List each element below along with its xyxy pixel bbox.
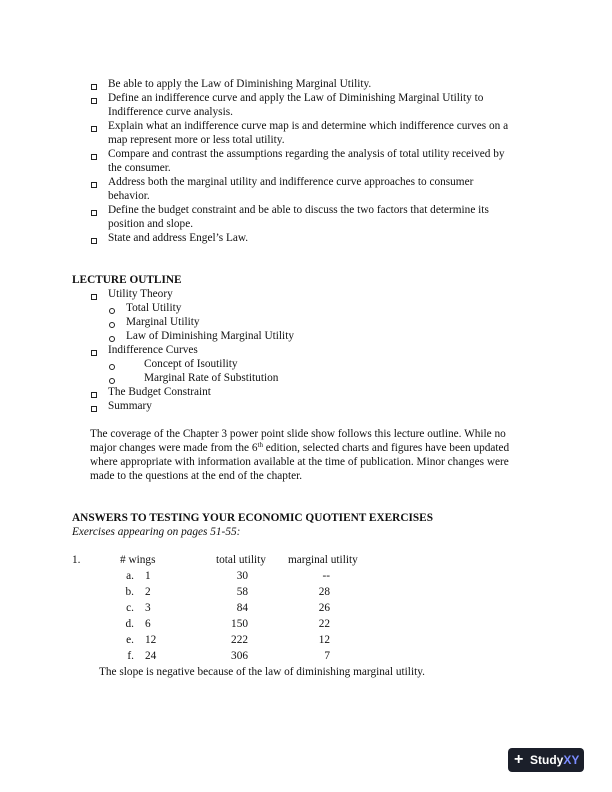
circle-bullet-icon	[109, 336, 115, 342]
objective-item-continued: behavior.	[108, 190, 150, 202]
cell-wings: 2	[145, 586, 151, 598]
row-label: a.	[126, 570, 134, 582]
square-bullet-icon	[91, 154, 97, 160]
cell-wings: 1	[145, 570, 151, 582]
circle-bullet-icon	[109, 364, 115, 370]
objective-item-continued: position and slope.	[108, 218, 194, 230]
row-label: b.	[125, 586, 134, 598]
square-bullet-icon	[91, 126, 97, 132]
square-bullet-icon	[91, 84, 97, 90]
objective-item: Explain what an indifference curve map is and determine which indifference curves on a	[108, 120, 509, 132]
studyxy-badge[interactable]	[508, 748, 584, 772]
square-bullet-icon	[91, 210, 97, 216]
table-header-total-utility: total utility	[216, 554, 266, 566]
outline-item-indifference-curves: Indifference Curves	[108, 344, 198, 356]
outline-subitem: Total Utility	[126, 302, 182, 314]
objective-item-continued: map represent more or less total utility.	[108, 134, 285, 146]
cell-total: 30	[236, 570, 248, 582]
cell-marginal: 7	[324, 650, 330, 662]
question-number: 1.	[72, 554, 81, 566]
badge-brand-accent: XY	[563, 753, 580, 767]
outline-item-budget-constraint: The Budget Constraint	[108, 386, 211, 398]
row-label: d.	[125, 618, 134, 630]
square-bullet-icon	[91, 238, 97, 244]
cell-wings: 24	[145, 650, 157, 662]
row-label: f.	[127, 650, 134, 662]
cell-wings: 6	[145, 618, 151, 630]
square-bullet-icon	[91, 98, 97, 104]
cell-marginal: --	[322, 570, 330, 582]
cell-marginal: 22	[318, 618, 330, 630]
row-label: c.	[126, 602, 134, 614]
coverage-line: where appropriate with information available at the time of publication. Minor changes were	[90, 456, 509, 468]
badge-brand-text: Study	[530, 753, 564, 767]
square-bullet-icon	[91, 392, 97, 398]
objective-item-continued: the consumer.	[108, 162, 171, 174]
badge-brand	[530, 753, 579, 767]
outline-item-summary: Summary	[108, 400, 152, 412]
circle-bullet-icon	[109, 378, 115, 384]
cell-marginal: 26	[318, 602, 330, 614]
objective-item: Define an indifference curve and apply the Law of Diminishing Marginal Utility to	[108, 92, 484, 104]
coverage-text: major changes were made from the 6	[90, 442, 258, 454]
plus-icon: +	[514, 751, 524, 768]
answer-conclusion: The slope is negative because of the law of diminishing marginal utility.	[99, 666, 425, 678]
cell-total: 58	[236, 586, 248, 598]
circle-bullet-icon	[109, 322, 115, 328]
cell-total: 222	[231, 634, 248, 646]
coverage-text: edition, selected charts and figures have been updated	[262, 442, 510, 454]
outline-item-utility-theory: Utility Theory	[108, 288, 173, 300]
objective-item: Address both the marginal utility and indifference curve approaches to consumer	[108, 176, 474, 188]
square-bullet-icon	[91, 182, 97, 188]
objective-item: Compare and contrast the assumptions regarding the analysis of total utility received by	[108, 148, 505, 160]
cell-wings: 12	[145, 634, 157, 646]
coverage-line	[90, 442, 509, 455]
cell-total: 84	[236, 602, 248, 614]
objective-item: Be able to apply the Law of Diminishing Marginal Utility.	[108, 78, 372, 90]
cell-marginal: 12	[318, 634, 330, 646]
objective-item: State and address Engel’s Law.	[108, 232, 249, 244]
cell-wings: 3	[145, 602, 151, 614]
objective-item-continued: Indifference curve analysis.	[108, 106, 233, 118]
row-label: e.	[126, 634, 134, 646]
outline-subitem: Marginal Utility	[126, 316, 200, 328]
cell-marginal: 28	[318, 586, 330, 598]
square-bullet-icon	[91, 350, 97, 356]
outline-subitem: Concept of Isoutility	[144, 358, 238, 370]
square-bullet-icon	[91, 294, 97, 300]
outline-subitem: Law of Diminishing Marginal Utility	[126, 330, 294, 342]
table-header-wings: # wings	[120, 554, 156, 566]
cell-total: 150	[231, 618, 248, 630]
answers-subheading: Exercises appearing on pages 51-55:	[72, 526, 241, 538]
lecture-outline-heading: LECTURE OUTLINE	[72, 274, 182, 286]
table-header-marginal-utility: marginal utility	[288, 554, 358, 566]
objective-item: Define the budget constraint and be able to discuss the two factors that determine its	[108, 204, 489, 216]
cell-total: 306	[231, 650, 248, 662]
edition-superscript: th	[257, 441, 263, 449]
answers-heading: ANSWERS TO TESTING YOUR ECONOMIC QUOTIENT EXERCISES	[72, 512, 433, 524]
coverage-line: The coverage of the Chapter 3 power point slide show follows this lecture outline. While no	[90, 428, 506, 440]
square-bullet-icon	[91, 406, 97, 412]
outline-subitem: Marginal Rate of Substitution	[144, 372, 279, 384]
coverage-line: made to the questions at the end of the chapter.	[90, 470, 303, 482]
circle-bullet-icon	[109, 308, 115, 314]
